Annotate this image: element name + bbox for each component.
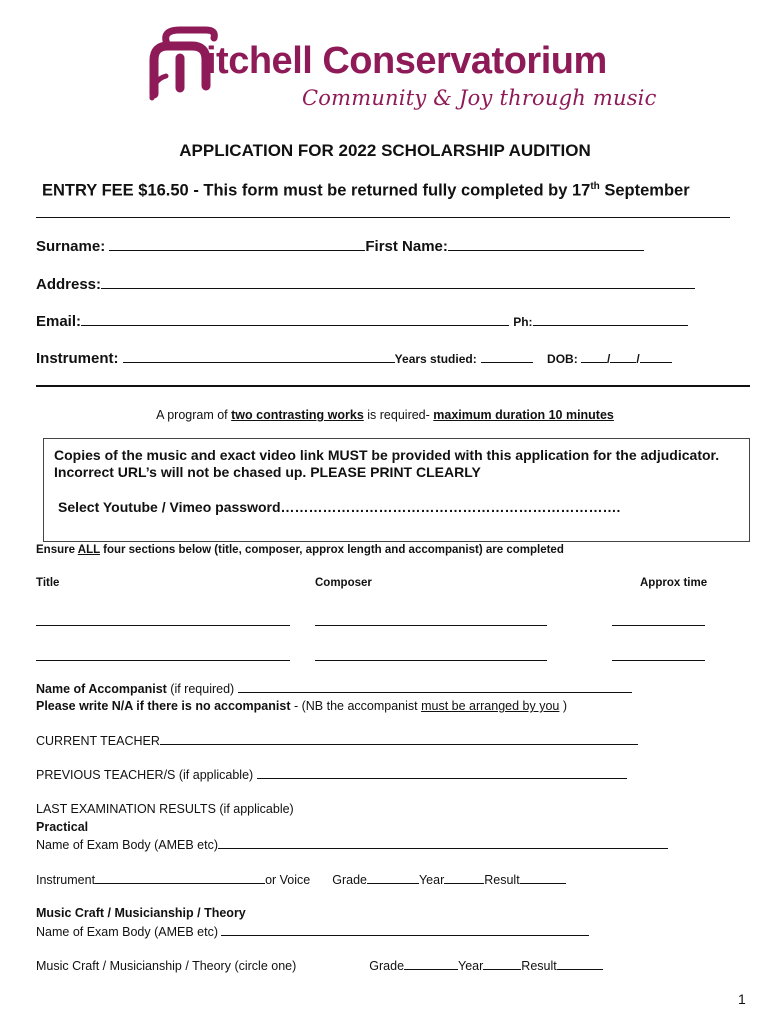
years-studied-field[interactable] bbox=[481, 351, 533, 363]
practical-result-label: Result bbox=[484, 873, 520, 887]
instrument-row bbox=[36, 350, 672, 367]
musicraft-grade-label: Grade bbox=[369, 959, 405, 973]
email-row bbox=[36, 313, 688, 330]
practical-year-label: Year bbox=[418, 873, 445, 887]
musicraft-circle-row bbox=[36, 958, 603, 973]
entry-fee-tail: September bbox=[599, 181, 690, 200]
practical-exam-body-label: Name of Exam Body (AMEB etc) bbox=[36, 838, 219, 852]
col-composer: Composer bbox=[315, 577, 372, 589]
piece1-title-field[interactable] bbox=[36, 625, 290, 626]
current-teacher-row bbox=[36, 733, 638, 748]
accompanist-nb-end: ) bbox=[559, 699, 568, 713]
practical-year-field[interactable] bbox=[444, 872, 484, 884]
address-field[interactable] bbox=[101, 277, 695, 289]
accompanist-nb-underline: must be arranged by you bbox=[421, 699, 560, 713]
accompanist-field[interactable] bbox=[238, 681, 632, 693]
practical-exam-body-field[interactable] bbox=[218, 837, 668, 849]
musicraft-year-label: Year bbox=[458, 959, 484, 973]
form-title: APPLICATION FOR 2022 SCHOLARSHIP AUDITION bbox=[179, 141, 591, 160]
surname-row bbox=[36, 238, 644, 255]
col-approx-time: Approx time bbox=[640, 577, 708, 589]
musicraft-exam-body-field[interactable] bbox=[221, 924, 589, 936]
last-exam-heading: LAST EXAMINATION RESULTS (if applicable) bbox=[36, 802, 294, 816]
section-divider bbox=[36, 385, 750, 387]
ensure-text-post: four sections below (title, composer, approx length and accompanist) are completed bbox=[99, 544, 564, 556]
musicraft-heading: Music Craft / Musicianship / Theory bbox=[36, 906, 246, 920]
ensure-text: Ensure bbox=[36, 544, 78, 556]
dob-year-field[interactable] bbox=[640, 351, 672, 363]
practical-result-field[interactable] bbox=[520, 872, 566, 884]
surname-field[interactable] bbox=[109, 239, 365, 251]
current-teacher-field[interactable] bbox=[160, 733, 638, 745]
accompanist-na-instruction: Please write N/A if there is no accompanist bbox=[36, 699, 291, 713]
first-name-field[interactable] bbox=[448, 239, 644, 251]
instrument-field[interactable] bbox=[123, 351, 395, 363]
musicraft-year-field[interactable] bbox=[483, 958, 521, 970]
practical-instrument-field[interactable] bbox=[95, 872, 265, 884]
program-text-mid: is required- bbox=[363, 408, 434, 422]
program-works: two contrasting works bbox=[231, 408, 364, 422]
piece2-time-field[interactable] bbox=[612, 660, 705, 661]
email-label: Email: bbox=[36, 313, 82, 330]
practical-grade-label: Grade bbox=[332, 873, 367, 887]
address-row bbox=[36, 276, 695, 293]
practical-exam-body-row bbox=[36, 837, 668, 852]
accompanist-nb: - (NB the accompanist bbox=[290, 699, 422, 713]
musicraft-exam-body-label: Name of Exam Body (AMEB etc) bbox=[36, 925, 222, 939]
accompanist-label: Name of Accompanist bbox=[36, 682, 167, 696]
program-duration: maximum duration 10 minutes bbox=[433, 408, 614, 422]
musicraft-result-label: Result bbox=[521, 959, 557, 973]
previous-teacher-field[interactable] bbox=[257, 767, 627, 779]
entry-fee-text: ENTRY FEE $16.50 - This form must be returned fully completed by 17 bbox=[42, 181, 591, 200]
entry-fee-line bbox=[42, 181, 690, 201]
piece2-title-field[interactable] bbox=[36, 660, 290, 661]
piece2-composer-field[interactable] bbox=[315, 660, 547, 661]
musicraft-result-field[interactable] bbox=[557, 958, 603, 970]
previous-teacher-label: PREVIOUS TEACHER/S (if applicable) bbox=[36, 768, 257, 782]
ensure-note bbox=[36, 544, 564, 556]
logo-tagline: Community & Joy through music bbox=[302, 86, 657, 110]
dob-label: DOB: bbox=[547, 352, 582, 366]
col-title: Title bbox=[36, 577, 60, 589]
page-number: 1 bbox=[738, 991, 746, 1007]
entry-fee-sup: th bbox=[590, 181, 600, 192]
dob-separator: / bbox=[607, 352, 611, 366]
address-label: Address: bbox=[36, 276, 102, 293]
accompanist-note: (if required) bbox=[166, 682, 238, 696]
musicraft-grade-field[interactable] bbox=[404, 958, 458, 970]
practical-instrument-row bbox=[36, 872, 566, 887]
logo-name: itchell Conservatorium bbox=[206, 40, 607, 82]
accompanist-na-row bbox=[36, 699, 567, 713]
dob-separator: / bbox=[636, 352, 640, 366]
musicraft-circle-label[interactable]: Music Craft / Musicianship / Theory (circle one) bbox=[36, 959, 297, 973]
phone-field[interactable] bbox=[533, 314, 688, 326]
surname-label: Surname: bbox=[36, 238, 106, 255]
previous-teacher-row bbox=[36, 767, 627, 782]
video-password-line[interactable]: Select Youtube / Vimeo password………………………………………………………………. bbox=[58, 499, 621, 515]
piece1-time-field[interactable] bbox=[612, 625, 705, 626]
ph-label: Ph: bbox=[513, 315, 533, 329]
practical-instrument-label: Instrument bbox=[36, 873, 96, 887]
email-field[interactable] bbox=[81, 314, 509, 326]
musicraft-exam-body-row bbox=[36, 924, 589, 939]
program-text: A program of bbox=[156, 408, 232, 422]
practical-grade-field[interactable] bbox=[367, 872, 419, 884]
years-studied-label: Years studied: bbox=[394, 352, 477, 366]
accompanist-row bbox=[36, 681, 632, 696]
first-name-label: First Name: bbox=[365, 238, 448, 255]
ensure-all: ALL bbox=[77, 544, 100, 556]
dob-month-field[interactable] bbox=[610, 351, 636, 363]
piece1-composer-field[interactable] bbox=[315, 625, 547, 626]
program-note bbox=[0, 408, 770, 422]
divider bbox=[36, 217, 730, 218]
or-voice-label: or Voice bbox=[265, 873, 311, 887]
notice-text: Copies of the music and exact video link MUST be provided with this application for the adjudicator. Incorrect URL’s will not be chased up. PLEASE PRINT CLEARLY bbox=[54, 447, 720, 480]
practical-heading: Practical bbox=[36, 820, 89, 834]
current-teacher-label: CURRENT TEACHER bbox=[36, 734, 160, 748]
instrument-label: Instrument: bbox=[36, 350, 119, 367]
dob-day-field[interactable] bbox=[581, 351, 607, 363]
